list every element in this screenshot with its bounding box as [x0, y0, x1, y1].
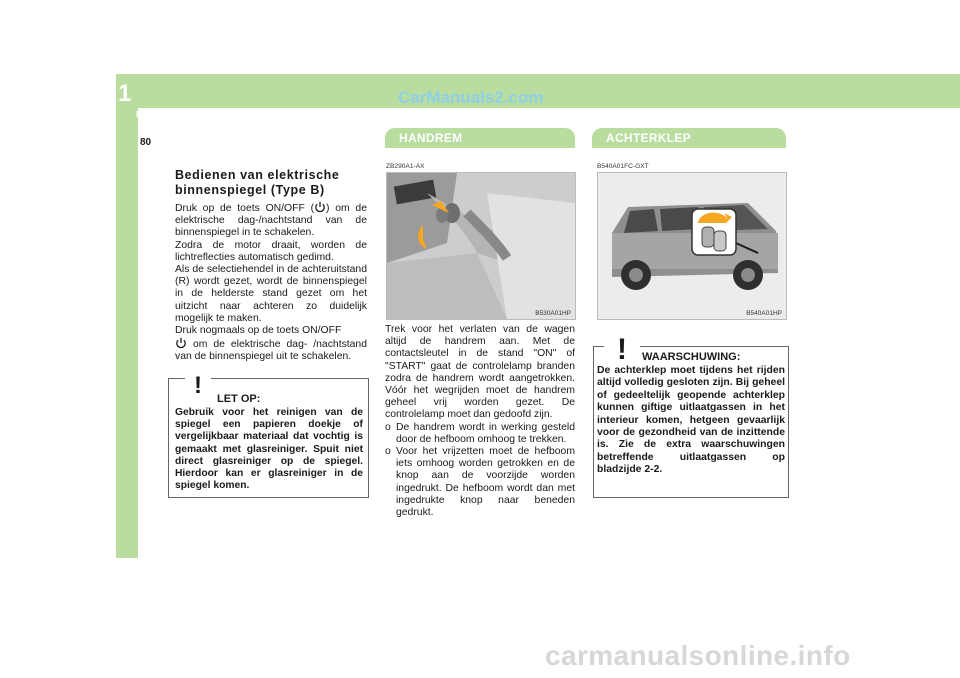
mirror-paragraph-2: Zodra de motor draait, worden de lichtreflecties automatisch gedimd. [175, 239, 367, 263]
warning-text: De achterklep moet tijdens het rijden altijd volledig gesloten zijn. Bij geheel of gedeeltelijk geopende achterklep kunnen giftige uitlaatgassen in het interieur komen, hetgeen gevaarlijk voor de gezondheid van de inzittende is. Zie de extra waarschuwingen betreffende uitlaatgassen op bladzijde 2-2. [597, 365, 785, 476]
mirror-body [175, 201, 367, 364]
top-watermark-link[interactable]: CarManuals2.com [398, 88, 544, 107]
list-item: o De handrem wordt in werking gesteld door de hefboom omhoog te trekken. [385, 421, 575, 445]
mirror-paragraph-1: Druk op de toets ON/OFF ( ) om de elektrische dag-/nachtstand van de binnenspiegel in te schakelen. [175, 203, 367, 239]
footer-watermark: carmanualsonline.info [545, 640, 851, 671]
list-item: o Voor het vrijzetten moet de hefboom iets omhoog worden getrokken en de knop aan de voorzijde worden ingedrukt. De hefboom wordt dan met ingedrukte knop naar beneden gedrukt. [385, 446, 575, 519]
power-icon [314, 201, 326, 213]
tailgate-image [597, 172, 787, 320]
section-title-handrem: HANDREM [399, 131, 463, 145]
chapter-side-strip [116, 108, 138, 558]
handrem-body [385, 324, 575, 519]
section-title-achterklep: ACHTERKLEP [606, 131, 692, 145]
section-tab-handrem [385, 128, 575, 148]
svg-text:!: ! [194, 372, 202, 397]
handrem-code: ZB290A1-AX [386, 163, 425, 170]
section-tab-achterklep [592, 128, 786, 148]
handbrake-illustration [387, 173, 575, 319]
handbrake-image [386, 172, 576, 320]
warning-box [593, 333, 789, 498]
warning-title: WAARSCHUWING: [642, 351, 741, 363]
mirror-heading: Bedienen van elektrische binnenspiegel (Type B) [175, 168, 340, 197]
warning-triangle-icon [185, 371, 211, 397]
caution-box [168, 372, 369, 498]
handrem-paragraph: Trek voor het verlaten van de wagen altijd de handrem aan. Met de contactsleutel in de stand "ON" of "START" gaat de controlelamp branden zodra de handrem wordt aangetrokken. Vóór het wegrijden moet de handrem geheel vrij worden gezet. De controlelamp moet dan gedoofd zijn. [385, 324, 575, 421]
warning-triangle-icon [604, 329, 640, 365]
tailgate-caption: B540A01HP [746, 310, 782, 317]
handbrake-caption: B530A01HP [535, 310, 571, 317]
mirror-paragraph-3: Als de selectiehendel in de achteruitstand (R) wordt gezet, wordt de binnenspiegel in de helderste stand gezet om het uitzicht naar achteren zo duidelijk mogelijk te maken. [175, 264, 367, 324]
caution-text: Gebruik voor het reinigen van de spiegel een papieren doekje of vergelijkbaar materiaal dat vochtig is gemaakt met glasreiniger. Spuit niet direct glasreiniger op de spiegel. Hierdoor kan er glasreiniger in de spiegel komen. [175, 407, 363, 492]
tailgate-illustration [598, 173, 786, 319]
achterklep-code: B540A01FC-GXT [597, 163, 649, 170]
page-number: 80 [140, 137, 152, 148]
chapter-number: 1 [118, 80, 132, 107]
svg-text:!: ! [617, 333, 627, 365]
power-icon [175, 337, 187, 349]
mirror-section [175, 168, 367, 364]
chapter-title: BIJZONDERHEDEN VAN UW HYUNDAI [136, 110, 289, 119]
caution-title: LET OP: [217, 393, 261, 405]
mirror-paragraph-4: Druk nogmaals op de toets ON/OFF om de elektrische dag- /nachtstand van de binnenspiegel uit te schakelen. [175, 325, 367, 363]
